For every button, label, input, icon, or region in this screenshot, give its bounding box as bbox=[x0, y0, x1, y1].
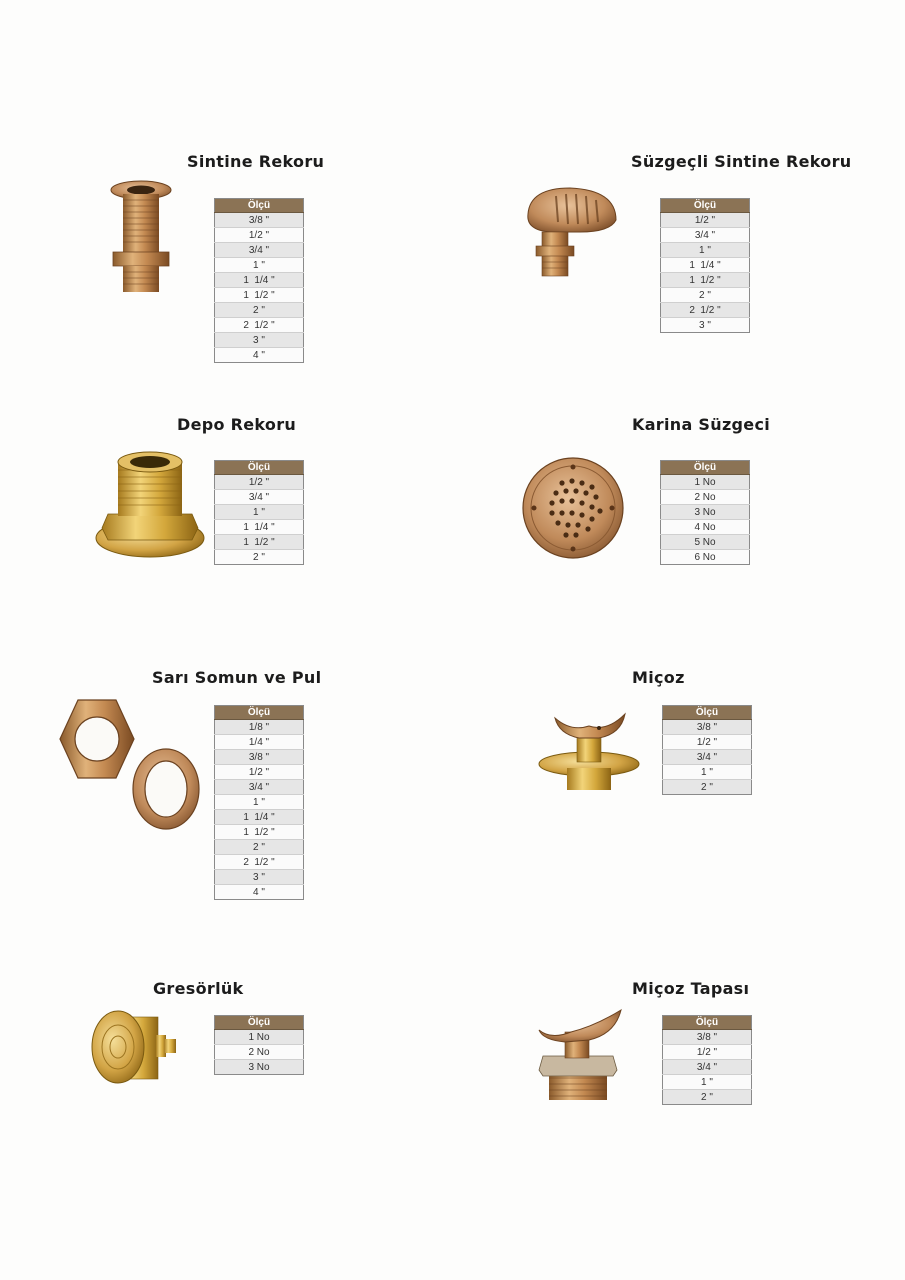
table-row bbox=[663, 765, 752, 780]
size-table bbox=[214, 460, 304, 565]
through-hull-fitting-icon bbox=[105, 180, 175, 295]
table-row bbox=[215, 765, 304, 780]
size-cell: 1 1/4 " bbox=[661, 258, 750, 273]
table-row bbox=[215, 870, 304, 885]
size-cell: 3 " bbox=[215, 870, 304, 885]
size-cell: 3/4 " bbox=[215, 490, 304, 505]
table-row bbox=[663, 720, 752, 735]
size-cell: 3/8 " bbox=[215, 213, 304, 228]
size-cell: 2 No bbox=[661, 490, 750, 505]
strainer-fitting-icon bbox=[520, 182, 622, 284]
table-row bbox=[663, 750, 752, 765]
size-cell: 5 No bbox=[661, 535, 750, 550]
table-row bbox=[663, 1075, 752, 1090]
hull-strainer-icon bbox=[520, 455, 626, 561]
size-table bbox=[214, 1015, 304, 1075]
table-row bbox=[661, 288, 750, 303]
table-row bbox=[663, 780, 752, 795]
table-row bbox=[661, 273, 750, 288]
table-row bbox=[215, 348, 304, 363]
table-row bbox=[215, 840, 304, 855]
washer-icon bbox=[130, 746, 202, 832]
table-row bbox=[215, 228, 304, 243]
size-cell: 1 No bbox=[215, 1030, 304, 1045]
table-row bbox=[661, 318, 750, 333]
table-row bbox=[215, 825, 304, 840]
size-cell: 3/4 " bbox=[215, 780, 304, 795]
table-row bbox=[215, 535, 304, 550]
size-cell: 1 1/2 " bbox=[661, 273, 750, 288]
size-cell: 2 " bbox=[663, 1090, 752, 1105]
table-row bbox=[215, 258, 304, 273]
size-cell: 1 " bbox=[663, 1075, 752, 1090]
size-cell: 2 No bbox=[215, 1045, 304, 1060]
size-cell: 3/8 " bbox=[663, 720, 752, 735]
table-row bbox=[215, 303, 304, 318]
size-cell: 2 " bbox=[215, 303, 304, 318]
table-row bbox=[215, 288, 304, 303]
size-cell: 2 " bbox=[661, 288, 750, 303]
table-row bbox=[215, 855, 304, 870]
size-table bbox=[660, 460, 750, 565]
size-column-header: Ölçü bbox=[215, 461, 304, 475]
size-column-header: Ölçü bbox=[661, 461, 750, 475]
product-title: Miçoz bbox=[632, 668, 685, 687]
table-row bbox=[215, 273, 304, 288]
size-cell: 3/4 " bbox=[215, 243, 304, 258]
table-row bbox=[215, 318, 304, 333]
table-row bbox=[215, 550, 304, 565]
table-row bbox=[215, 1060, 304, 1075]
size-cell: 3 No bbox=[661, 505, 750, 520]
size-cell: 2 1/2 " bbox=[215, 318, 304, 333]
table-row bbox=[215, 720, 304, 735]
size-cell: 1 1/2 " bbox=[215, 535, 304, 550]
size-cell: 1 " bbox=[215, 795, 304, 810]
table-row bbox=[661, 475, 750, 490]
size-cell: 3 No bbox=[215, 1060, 304, 1075]
size-table bbox=[214, 198, 304, 363]
size-cell: 4 No bbox=[661, 520, 750, 535]
size-column-header: Ölçü bbox=[215, 1016, 304, 1030]
size-column-header: Ölçü bbox=[661, 199, 750, 213]
product-title: Sintine Rekoru bbox=[187, 152, 325, 171]
product-title: Süzgeçli Sintine Rekoru bbox=[631, 152, 852, 171]
tank-fitting-icon bbox=[94, 448, 206, 560]
size-cell: 1 1/2 " bbox=[215, 288, 304, 303]
size-cell: 6 No bbox=[661, 550, 750, 565]
size-cell: 3 " bbox=[215, 333, 304, 348]
size-cell: 4 " bbox=[215, 885, 304, 900]
size-cell: 1/8 " bbox=[215, 720, 304, 735]
table-row bbox=[215, 1030, 304, 1045]
size-cell: 3/4 " bbox=[663, 750, 752, 765]
table-row bbox=[215, 490, 304, 505]
size-cell: 1/2 " bbox=[215, 765, 304, 780]
table-row bbox=[661, 520, 750, 535]
size-cell: 1 No bbox=[661, 475, 750, 490]
size-cell: 1/2 " bbox=[663, 1045, 752, 1060]
table-row bbox=[215, 505, 304, 520]
hex-nut-icon bbox=[58, 696, 136, 782]
table-row bbox=[661, 535, 750, 550]
size-cell: 2 " bbox=[215, 550, 304, 565]
table-row bbox=[215, 780, 304, 795]
size-column-header: Ölçü bbox=[663, 706, 752, 720]
product-title: Sarı Somun ve Pul bbox=[152, 668, 322, 687]
table-row bbox=[663, 1060, 752, 1075]
table-row bbox=[661, 243, 750, 258]
size-cell: 1/2 " bbox=[215, 228, 304, 243]
size-table bbox=[214, 705, 304, 900]
size-cell: 3/4 " bbox=[661, 228, 750, 243]
size-cell: 3 " bbox=[661, 318, 750, 333]
table-row bbox=[661, 228, 750, 243]
size-cell: 3/4 " bbox=[663, 1060, 752, 1075]
size-table bbox=[662, 1015, 752, 1105]
size-cell: 1 1/4 " bbox=[215, 273, 304, 288]
size-cell: 2 " bbox=[663, 780, 752, 795]
table-row bbox=[215, 475, 304, 490]
table-row bbox=[661, 213, 750, 228]
size-cell: 1/2 " bbox=[215, 475, 304, 490]
size-cell: 1 1/4 " bbox=[215, 810, 304, 825]
table-row bbox=[215, 735, 304, 750]
size-cell: 2 1/2 " bbox=[215, 855, 304, 870]
table-row bbox=[215, 333, 304, 348]
table-row bbox=[215, 795, 304, 810]
size-cell: 1 " bbox=[661, 243, 750, 258]
table-row bbox=[661, 258, 750, 273]
table-row bbox=[663, 1090, 752, 1105]
table-row bbox=[661, 303, 750, 318]
product-title: Karina Süzgeci bbox=[632, 415, 771, 434]
table-row bbox=[215, 810, 304, 825]
size-column-header: Ölçü bbox=[663, 1016, 752, 1030]
product-title: Depo Rekoru bbox=[177, 415, 297, 434]
table-row bbox=[661, 550, 750, 565]
deck-cleat-icon bbox=[537, 710, 641, 792]
size-cell: 1 1/2 " bbox=[215, 825, 304, 840]
table-row bbox=[661, 505, 750, 520]
table-row bbox=[661, 490, 750, 505]
size-cell: 4 " bbox=[215, 348, 304, 363]
size-cell: 1 1/4 " bbox=[215, 520, 304, 535]
size-cell: 1/2 " bbox=[661, 213, 750, 228]
table-row bbox=[215, 520, 304, 535]
grease-cup-icon bbox=[86, 1005, 178, 1087]
size-cell: 2 " bbox=[215, 840, 304, 855]
size-cell: 2 1/2 " bbox=[661, 303, 750, 318]
size-cell: 3/8 " bbox=[663, 1030, 752, 1045]
size-cell: 1 " bbox=[215, 505, 304, 520]
table-row bbox=[215, 243, 304, 258]
product-title: Miçoz Tapası bbox=[632, 979, 750, 998]
size-cell: 1/4 " bbox=[215, 735, 304, 750]
size-cell: 1 " bbox=[663, 765, 752, 780]
size-column-header: Ölçü bbox=[215, 706, 304, 720]
size-table bbox=[660, 198, 750, 333]
size-table bbox=[662, 705, 752, 795]
table-row bbox=[215, 213, 304, 228]
cleat-plug-icon bbox=[537, 1008, 625, 1104]
table-row bbox=[663, 1030, 752, 1045]
table-row bbox=[663, 735, 752, 750]
table-row bbox=[215, 885, 304, 900]
size-cell: 1 " bbox=[215, 258, 304, 273]
table-row bbox=[663, 1045, 752, 1060]
table-row bbox=[215, 1045, 304, 1060]
size-cell: 3/8 " bbox=[215, 750, 304, 765]
table-row bbox=[215, 750, 304, 765]
product-title: Gresörlük bbox=[153, 979, 244, 998]
size-column-header: Ölçü bbox=[215, 199, 304, 213]
size-cell: 1/2 " bbox=[663, 735, 752, 750]
